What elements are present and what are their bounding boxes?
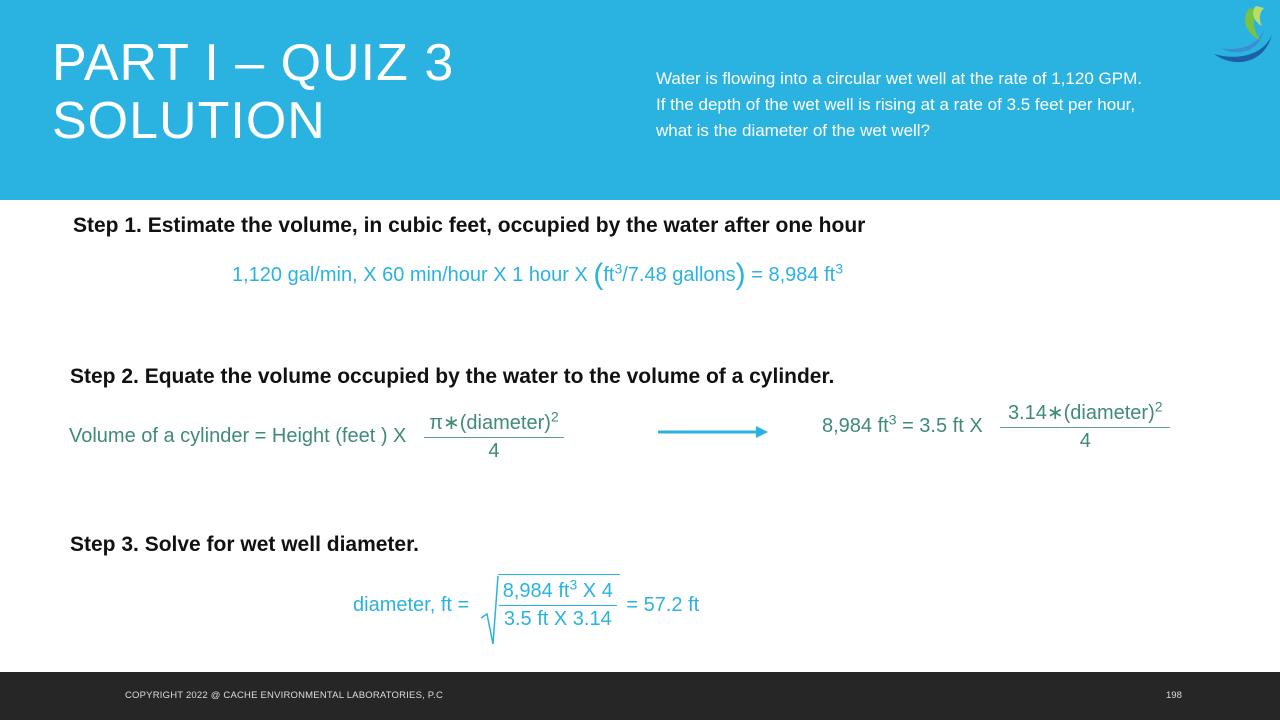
step2-left-denominator: 4 xyxy=(488,440,500,462)
step1-eq-close-paren: ) xyxy=(735,258,746,291)
slide-title-line1: PART I – QUIZ 3 xyxy=(52,34,455,92)
step2-right-denominator: 4 xyxy=(1079,430,1091,452)
step2-left-equation xyxy=(69,410,564,463)
step1-eq-part1: 1,120 gal/min, X 60 min/hour X 1 hour X xyxy=(232,264,588,286)
step3-equation xyxy=(353,576,700,631)
step1-eq-exp: 3 xyxy=(614,260,623,277)
step3-heading: Step 3. Solve for wet well diameter. xyxy=(70,533,419,556)
page-number: 198 xyxy=(1166,690,1182,701)
copyright-text: COPYRIGHT 2022 @ CACHE ENVIRONMENTAL LABORATORIES, P.C xyxy=(125,690,444,701)
step2-left-text: Volume of a cylinder = Height (feet ) X xyxy=(69,425,407,447)
step1-eq-result-exp: 3 xyxy=(835,260,843,277)
step1-eq-result: = 8,984 ft xyxy=(745,264,836,286)
step2-left-numerator: π∗(diameter)$^2$ xyxy=(424,410,564,438)
step3-lhs: diameter, ft = xyxy=(353,594,470,616)
step2-right-fraction xyxy=(1000,400,1170,453)
step3-denominator: 3.5 ft X 3.14 xyxy=(503,608,612,630)
step3-numerator: 8,984 $ft^3$ X 4 xyxy=(499,580,617,606)
step1-eq-part2: /7.48 gallons xyxy=(622,264,736,286)
step2-right-equation xyxy=(822,400,1170,453)
step3-square-root xyxy=(479,576,617,631)
square-root-bar xyxy=(498,574,620,575)
step1-eq-ft: ft xyxy=(603,264,615,286)
step3-result: = 57.2 ft xyxy=(626,594,700,616)
step1-equation xyxy=(232,258,843,292)
square-root-icon xyxy=(479,574,499,646)
right-arrow-icon xyxy=(656,424,770,440)
slide-title xyxy=(52,34,454,150)
step2-right-lhs: 8,984 $ft^3 = 3.5$ ft X xyxy=(822,411,983,437)
step2-right-numerator: 3.14∗(diameter)$^2$ xyxy=(1000,400,1170,428)
step2-heading: Step 2. Equate the volume occupied by the water to the volume of a cylinder. xyxy=(70,365,835,388)
step1-eq-open-paren: ( xyxy=(593,258,604,291)
cache-swoosh-logo-icon xyxy=(1206,4,1276,74)
step2-left-fraction xyxy=(424,410,564,463)
quiz-question: Water is flowing into a circular wet well at the rate of 1,120 GPM. If the depth of the wet well is rising at a rate of 3.5 feet per hour, what is the diameter of the wet well? xyxy=(656,69,1142,140)
slide-title-line2: SOLUTION xyxy=(52,92,326,150)
step1-heading: Step 1. Estimate the volume, in cubic feet, occupied by the water after one hour xyxy=(73,214,866,237)
step3-fraction xyxy=(499,576,617,631)
